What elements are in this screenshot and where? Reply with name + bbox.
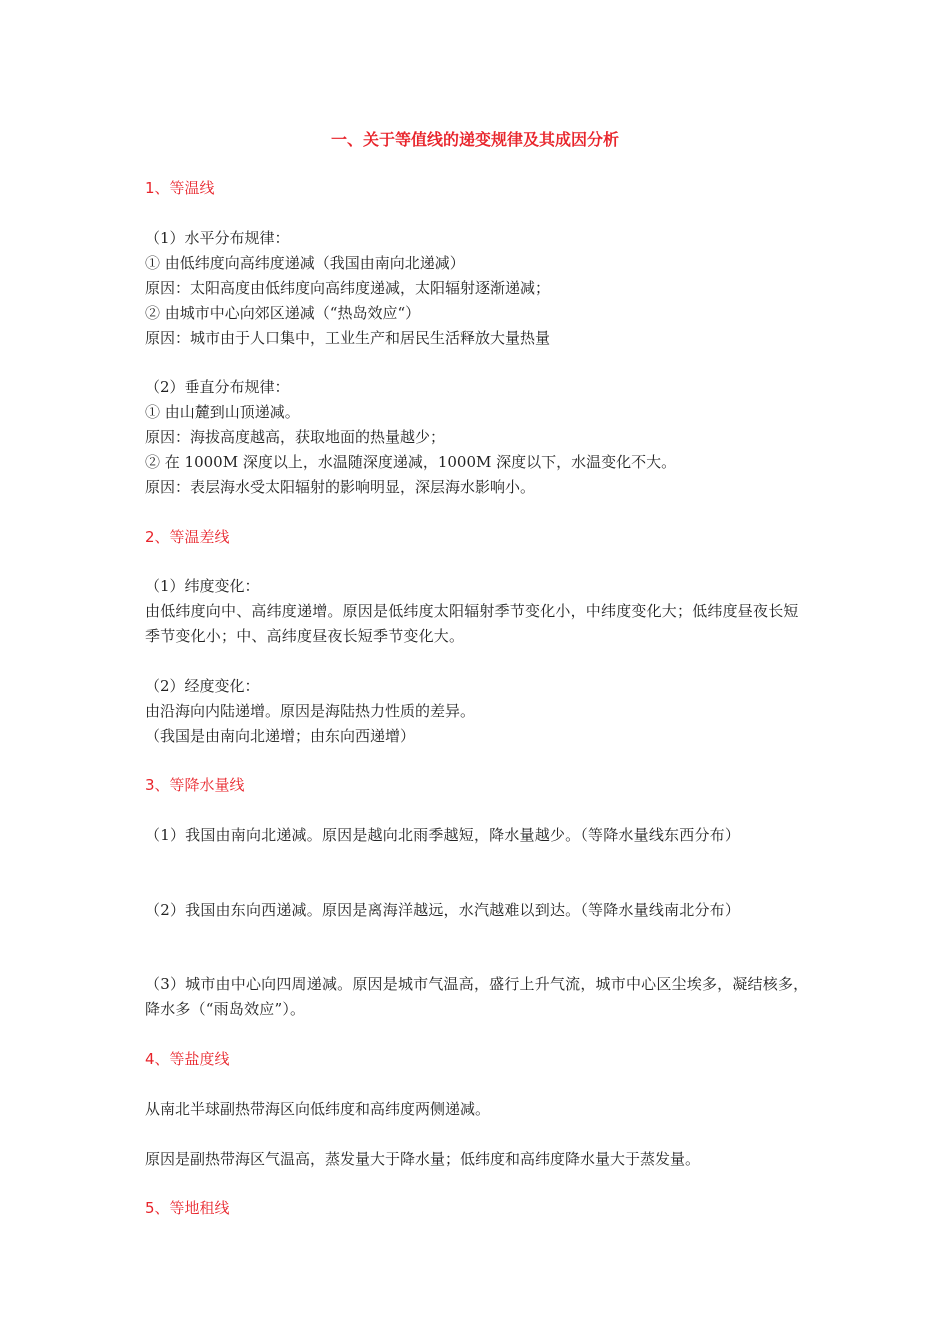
isohyet-point-2: （2）我国由东向西递减。原因是离海洋越远，水汽越难以到达。（等降水量线南北分布）: [145, 901, 741, 919]
horizontal-point-2: ② 由城市中心向郊区递减（“热岛效应“）: [145, 304, 421, 322]
latitude-label: （1）纬度变化：: [145, 577, 260, 595]
section-heading-isohaline: 4、等盐度线: [145, 1050, 230, 1068]
page-title: 一、关于等值线的递变规律及其成因分析: [330, 130, 619, 149]
isohaline-text-2: 原因是副热带海区气温高，蒸发量大于降水量；低纬度和高纬度降水量大于蒸发量。: [145, 1150, 701, 1168]
isohyet-point-1: （1）我国由南向北递减。原因是越向北雨季越短，降水量越少。（等降水量线东西分布）: [145, 826, 741, 844]
horizontal-reason-1: 原因：太阳高度由低纬度向高纬度递减，太阳辐射逐渐递减；: [145, 279, 551, 297]
horizontal-reason-2: 原因：城市由于人口集中，工业生产和居民生活释放大量热量: [145, 329, 551, 347]
section-heading-isohyet: 3、等降水量线: [145, 776, 245, 794]
longitude-note: （我国是由南向北递增；由东向西递增）: [145, 727, 416, 745]
section-heading-temp-range: 2、等温差线: [145, 528, 230, 546]
section-heading-land-rent: 5、等地租线: [145, 1199, 230, 1217]
horizontal-label: （1）水平分布规律：: [145, 229, 290, 247]
latitude-text: 由低纬度向中、高纬度递增。原因是低纬度太阳辐射季节变化小，中纬度变化大；低纬度昼夜长短季节变化小；中、高纬度昼夜长短季节变化大。: [145, 602, 799, 645]
section-heading-isotherm: 1、等温线: [145, 179, 215, 197]
longitude-label: （2）经度变化：: [145, 677, 260, 695]
vertical-label: （2）垂直分布规律：: [145, 378, 290, 396]
horizontal-point-1: ① 由低纬度向高纬度递减（我国由南向北递减）: [145, 254, 465, 272]
isohyet-point-3: （3）城市由中心向四周递减。原因是城市气温高，盛行上升气流，城市中心区尘埃多，凝结核多，降水多（“雨岛效应”）。: [145, 975, 809, 1018]
vertical-reason-2: 原因：表层海水受太阳辐射的影响明显，深层海水影响小。: [145, 478, 536, 496]
vertical-point-2: ② 在 1000M 深度以上，水温随深度递减，1000M 深度以下，水温变化不大。: [145, 453, 677, 471]
vertical-reason-1: 原因：海拔高度越高，获取地面的热量越少；: [145, 428, 446, 446]
vertical-point-1: ① 由山麓到山顶递减。: [145, 403, 300, 421]
longitude-text: 由沿海向内陆递增。原因是海陆热力性质的差异。: [145, 702, 476, 720]
isohaline-text-1: 从南北半球副热带海区向低纬度和高纬度两侧递减。: [145, 1100, 491, 1118]
